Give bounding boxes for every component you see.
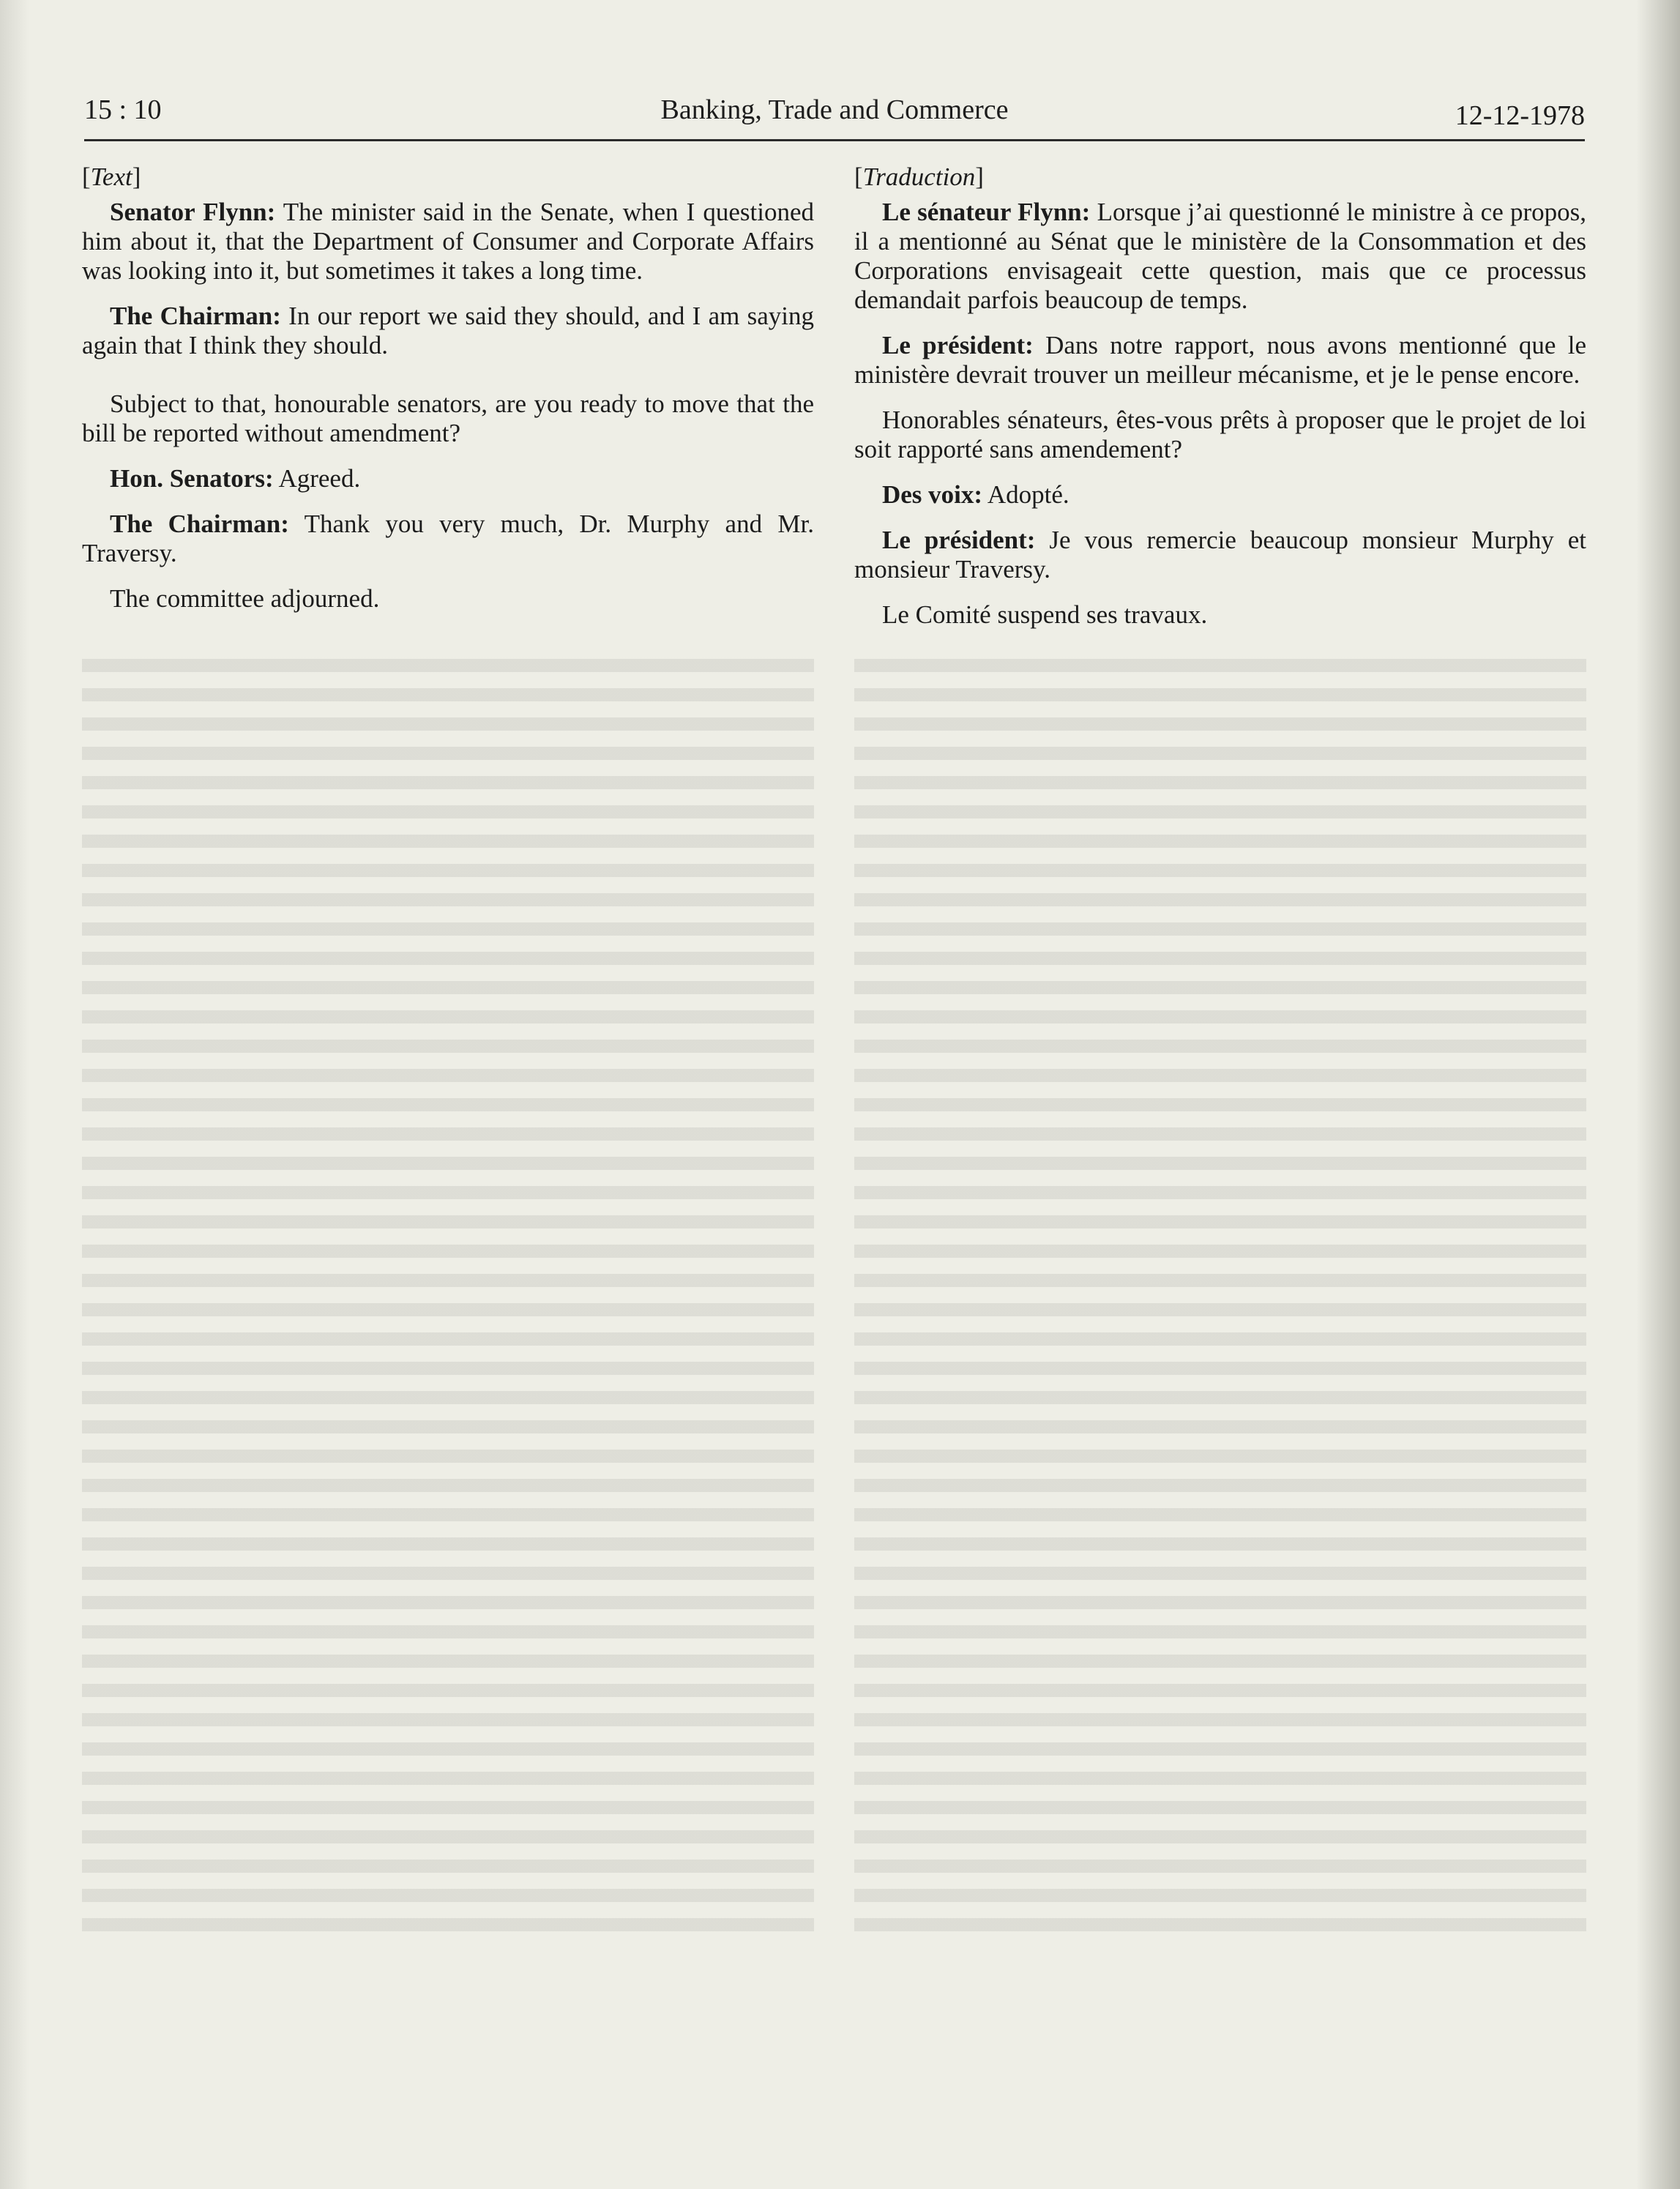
speaker-name: The Chairman: xyxy=(110,510,289,538)
paragraph-text: Thank you very much, Dr. Murphy and Mr. Traversy. xyxy=(82,510,814,567)
paragraph-text: Je vous remercie beaucoup monsieur Murphy et monsieur Traversy. xyxy=(854,526,1586,583)
transcript-paragraph xyxy=(854,526,1586,584)
speaker-name: Le président: xyxy=(882,331,1034,359)
transcript-paragraph xyxy=(82,198,814,286)
speaker-name: Le président: xyxy=(882,526,1036,554)
publication-title: Banking, Trade and Commerce xyxy=(660,94,1009,125)
page-edge-shadow-left xyxy=(0,0,29,2189)
speaker-name: Hon. Senators: xyxy=(110,464,274,493)
transcript-paragraph xyxy=(82,584,814,614)
page-header xyxy=(84,94,1585,141)
transcript-paragraph xyxy=(854,480,1586,510)
french-column xyxy=(854,163,1586,646)
speaker-name: The Chairman: xyxy=(110,302,281,330)
paragraph-text: The minister said in the Senate, when I questioned him about it, that the Department of Consumer and Corporate Affairs was looking into it, but sometimes it takes a long time. xyxy=(82,198,814,285)
transcript-paragraph xyxy=(82,510,814,568)
transcript-paragraph xyxy=(854,331,1586,389)
transcript-paragraph xyxy=(82,302,814,360)
page-number: 15 : 10 xyxy=(84,94,162,125)
page-edge-shadow-right xyxy=(1636,0,1680,2189)
transcript-paragraph xyxy=(82,464,814,493)
transcript-paragraph xyxy=(854,406,1586,464)
bleed-through-texture xyxy=(82,659,814,1940)
header-date: 12-12-1978 xyxy=(1455,100,1585,131)
paragraph-text: Dans notre rapport, nous avons mentionné que le ministère devrait trouver un meilleur mécanisme, et je le pense encore. xyxy=(854,331,1586,389)
paragraph-text: Subject to that, honourable senators, are you ready to move that the bill be reported without amendment? xyxy=(82,389,814,447)
bleed-through-texture xyxy=(854,659,1586,1940)
english-column xyxy=(82,163,814,630)
paragraph-text: In our report we said they should, and I am saying again that I think they should. xyxy=(82,302,814,359)
paragraph-text: Agreed. xyxy=(278,464,361,493)
speaker-name: Senator Flynn: xyxy=(110,198,276,226)
section-marker: [Traduction] xyxy=(854,163,984,191)
transcript-paragraph xyxy=(854,198,1586,315)
transcript-paragraph xyxy=(854,600,1586,630)
paragraph-text: Le Comité suspend ses travaux. xyxy=(882,600,1208,629)
paragraph-text: Adopté. xyxy=(987,480,1069,509)
paragraph-text: The committee adjourned. xyxy=(110,584,380,613)
section-marker: [Text] xyxy=(82,163,141,191)
speaker-name: Le sénateur Flynn: xyxy=(882,198,1091,226)
speaker-name: Des voix: xyxy=(882,480,983,509)
paragraph-text: Honorables sénateurs, êtes-vous prêts à proposer que le projet de loi soit rapporté sans amendement? xyxy=(854,406,1586,463)
paragraph-text: Lorsque j’ai questionné le ministre à ce propos, il a mentionné au Sénat que le ministère de la Consommation et des Corporations envisageait cette question, mais que ce processus demandait parfois beaucoup de temps. xyxy=(854,198,1587,314)
transcript-paragraph xyxy=(82,389,814,448)
